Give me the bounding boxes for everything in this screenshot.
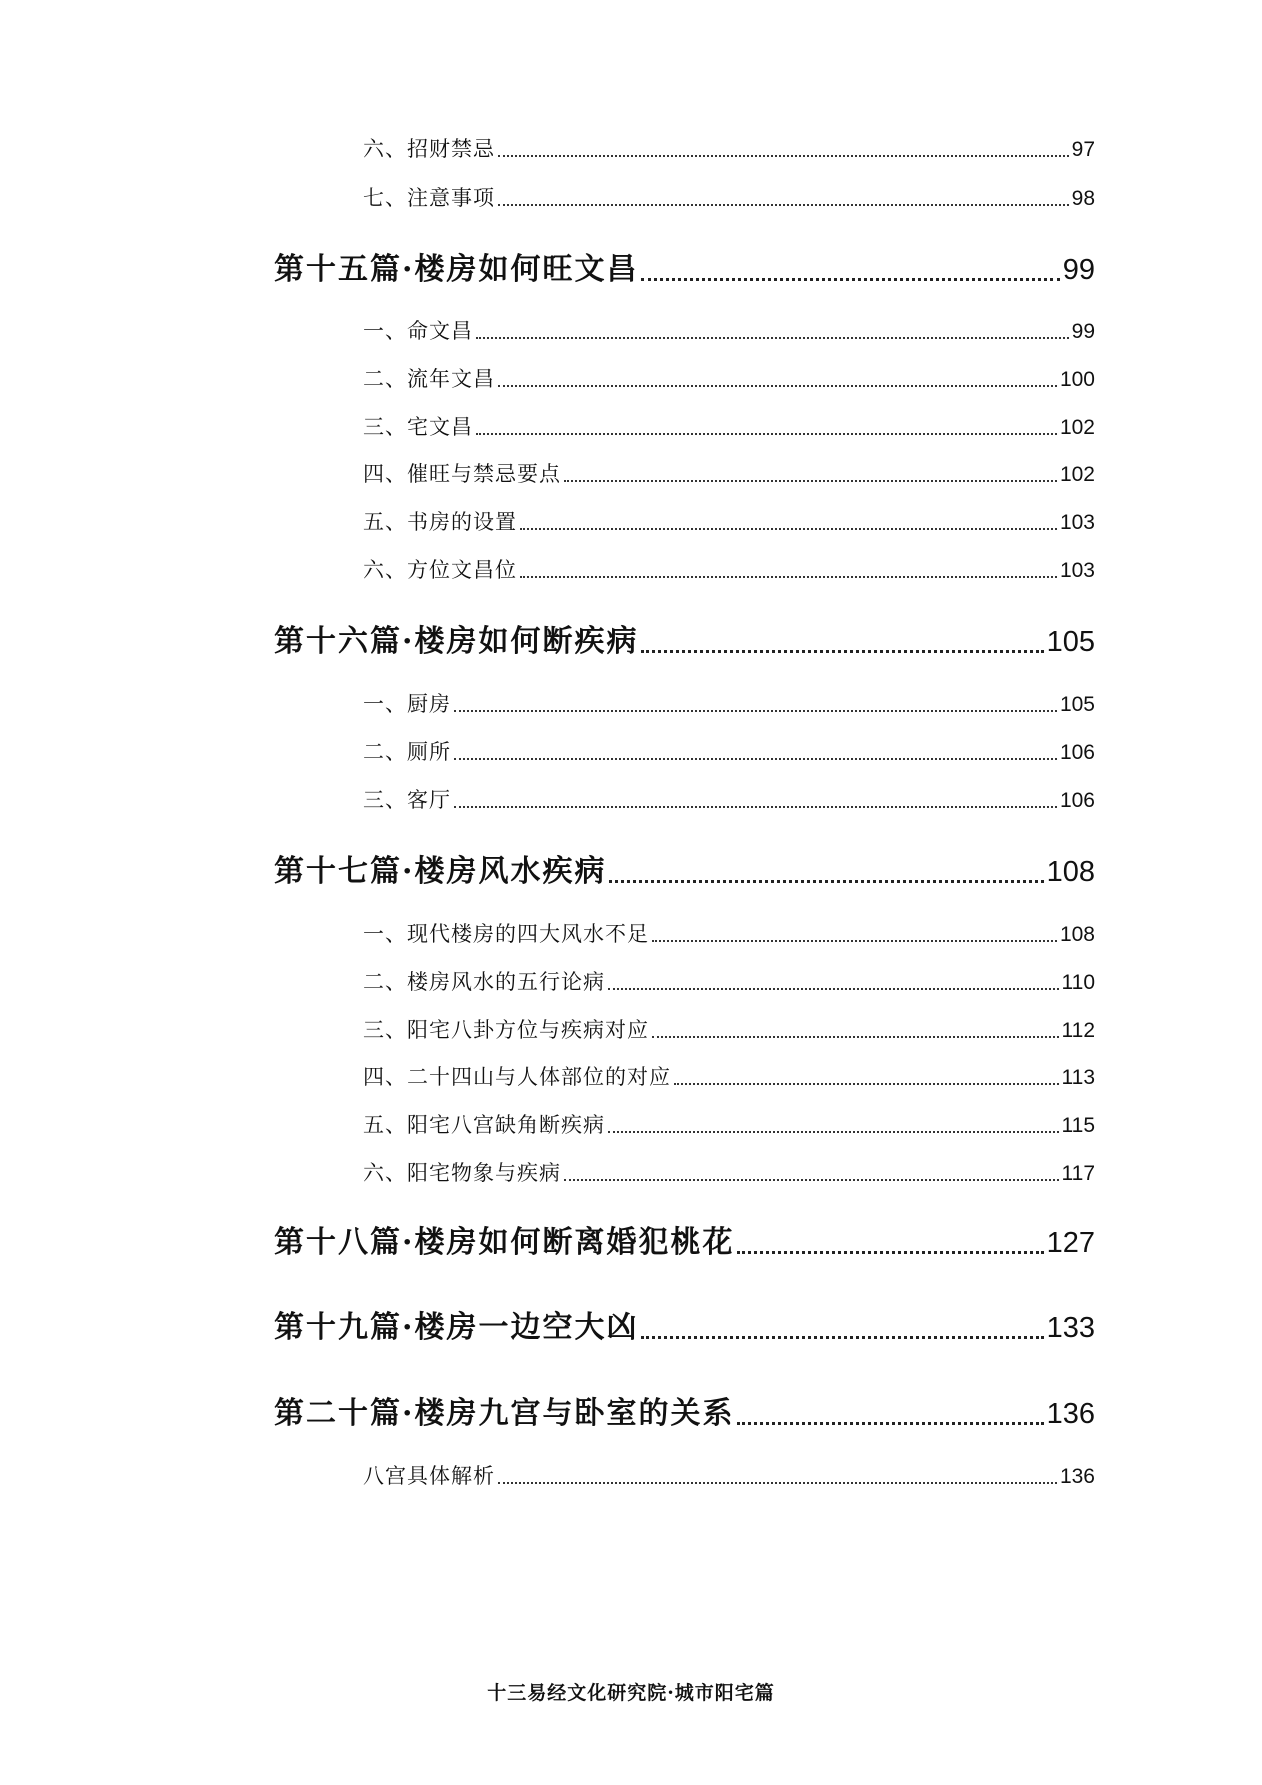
dot-leader bbox=[498, 154, 1069, 157]
dot-leader bbox=[737, 1421, 1043, 1425]
dot-leader bbox=[609, 879, 1043, 883]
toc-item[interactable] bbox=[363, 785, 1095, 815]
toc-chapter[interactable] bbox=[274, 851, 1095, 893]
toc-chapter-title: 第十九篇·楼房一边空大凶 bbox=[274, 1310, 639, 1345]
toc-item[interactable] bbox=[363, 967, 1095, 997]
toc-item[interactable] bbox=[363, 919, 1095, 949]
page-footer: 十三易经文化研究院·城市阳宅篇 bbox=[487, 1682, 775, 1704]
toc-item[interactable] bbox=[363, 689, 1095, 719]
toc-chapter-title: 第二十篇·楼房九宫与卧室的关系 bbox=[274, 1396, 735, 1431]
toc-item[interactable] bbox=[363, 1158, 1095, 1188]
toc-item-label: 二、楼房风水的五行论病 bbox=[363, 970, 605, 994]
dot-leader bbox=[652, 1035, 1059, 1038]
toc-chapter[interactable] bbox=[274, 621, 1095, 663]
toc-chapter-page: 127 bbox=[1046, 1227, 1095, 1259]
dot-leader bbox=[564, 479, 1057, 482]
toc-item[interactable] bbox=[363, 1015, 1095, 1045]
toc-chapter-title: 第十八篇·楼房如何断离婚犯桃花 bbox=[274, 1225, 735, 1260]
toc-item-page: 103 bbox=[1059, 511, 1095, 534]
toc-item[interactable] bbox=[363, 1110, 1095, 1140]
toc-item-page: 103 bbox=[1059, 559, 1095, 582]
toc-item-label: 五、书房的设置 bbox=[363, 510, 517, 534]
dot-leader bbox=[454, 709, 1057, 712]
toc-item-label: 二、流年文昌 bbox=[363, 367, 495, 391]
toc-item-label: 一、现代楼房的四大风水不足 bbox=[363, 922, 649, 946]
dot-leader bbox=[454, 757, 1057, 760]
toc-chapter-title: 第十五篇·楼房如何旺文昌 bbox=[274, 252, 639, 287]
toc-item-label: 三、客厅 bbox=[363, 788, 451, 812]
toc-item[interactable] bbox=[363, 364, 1095, 394]
toc-item-page: 106 bbox=[1059, 741, 1095, 764]
toc-item-page: 108 bbox=[1059, 923, 1095, 946]
dot-leader bbox=[498, 384, 1057, 387]
toc-item-label: 六、招财禁忌 bbox=[363, 137, 495, 161]
toc-item-label: 一、命文昌 bbox=[363, 319, 473, 343]
toc-item[interactable] bbox=[363, 459, 1095, 489]
toc-item-page: 112 bbox=[1061, 1019, 1095, 1042]
toc-item-label: 四、催旺与禁忌要点 bbox=[363, 462, 561, 486]
toc-item[interactable] bbox=[363, 507, 1095, 537]
toc-chapter-page: 136 bbox=[1046, 1398, 1095, 1430]
toc-item-page: 97 bbox=[1071, 138, 1095, 161]
toc-item-page: 106 bbox=[1059, 789, 1095, 812]
toc-item[interactable] bbox=[363, 316, 1095, 346]
dot-leader bbox=[608, 987, 1059, 990]
toc-item-page: 102 bbox=[1059, 463, 1095, 486]
toc-chapter-page: 108 bbox=[1046, 856, 1095, 888]
toc-chapter-title: 第十七篇·楼房风水疾病 bbox=[274, 854, 607, 889]
toc-item-label: 三、阳宅八卦方位与疾病对应 bbox=[363, 1018, 649, 1042]
toc-item-label: 五、阳宅八宫缺角断疾病 bbox=[363, 1113, 605, 1137]
toc-item[interactable] bbox=[363, 555, 1095, 585]
dot-leader bbox=[498, 203, 1069, 206]
dot-leader bbox=[641, 649, 1043, 653]
toc-item-label: 四、二十四山与人体部位的对应 bbox=[363, 1065, 671, 1089]
toc-item[interactable] bbox=[363, 134, 1095, 164]
toc-item-page: 117 bbox=[1061, 1162, 1095, 1185]
toc-chapter[interactable] bbox=[274, 1222, 1095, 1264]
toc-item-page: 115 bbox=[1061, 1114, 1095, 1137]
toc-item[interactable] bbox=[363, 737, 1095, 767]
toc-item-label: 六、方位文昌位 bbox=[363, 558, 517, 582]
dot-leader bbox=[476, 336, 1069, 339]
toc-item-page: 100 bbox=[1059, 368, 1095, 391]
toc-chapter[interactable] bbox=[274, 249, 1095, 291]
toc-chapter-title: 第十六篇·楼房如何断疾病 bbox=[274, 624, 639, 659]
dot-leader bbox=[608, 1130, 1059, 1133]
dot-leader bbox=[564, 1178, 1059, 1181]
dot-leader bbox=[641, 1335, 1043, 1339]
toc-item-page: 113 bbox=[1061, 1066, 1095, 1089]
toc-item-label: 二、厕所 bbox=[363, 740, 451, 764]
dot-leader bbox=[520, 527, 1057, 530]
toc-item-label: 七、注意事项 bbox=[363, 186, 495, 210]
toc-chapter[interactable] bbox=[274, 1393, 1095, 1435]
dot-leader bbox=[476, 432, 1057, 435]
dot-leader bbox=[454, 805, 1057, 808]
toc-item-page: 98 bbox=[1071, 187, 1095, 210]
toc-item-page: 110 bbox=[1061, 971, 1095, 994]
toc-item-label: 三、宅文昌 bbox=[363, 415, 473, 439]
dot-leader bbox=[498, 1481, 1057, 1484]
toc-item-page: 102 bbox=[1059, 416, 1095, 439]
toc-item-page: 136 bbox=[1059, 1465, 1095, 1488]
dot-leader bbox=[674, 1082, 1059, 1085]
toc-chapter[interactable] bbox=[274, 1307, 1095, 1349]
dot-leader bbox=[520, 575, 1057, 578]
toc-item-label: 八宫具体解析 bbox=[363, 1464, 495, 1488]
toc-item-label: 一、厨房 bbox=[363, 692, 451, 716]
dot-leader bbox=[652, 939, 1057, 942]
toc-item-page: 105 bbox=[1059, 693, 1095, 716]
toc-item[interactable] bbox=[363, 1062, 1095, 1092]
toc-item[interactable] bbox=[363, 1461, 1095, 1491]
toc-item-label: 六、阳宅物象与疾病 bbox=[363, 1161, 561, 1185]
toc-item-page: 99 bbox=[1071, 320, 1095, 343]
dot-leader bbox=[641, 277, 1059, 281]
toc-chapter-page: 133 bbox=[1046, 1312, 1095, 1344]
dot-leader bbox=[737, 1250, 1043, 1254]
toc-item[interactable] bbox=[363, 412, 1095, 442]
toc-chapter-page: 105 bbox=[1046, 626, 1095, 658]
toc-item[interactable] bbox=[363, 183, 1095, 213]
toc-chapter-page: 99 bbox=[1062, 254, 1095, 286]
